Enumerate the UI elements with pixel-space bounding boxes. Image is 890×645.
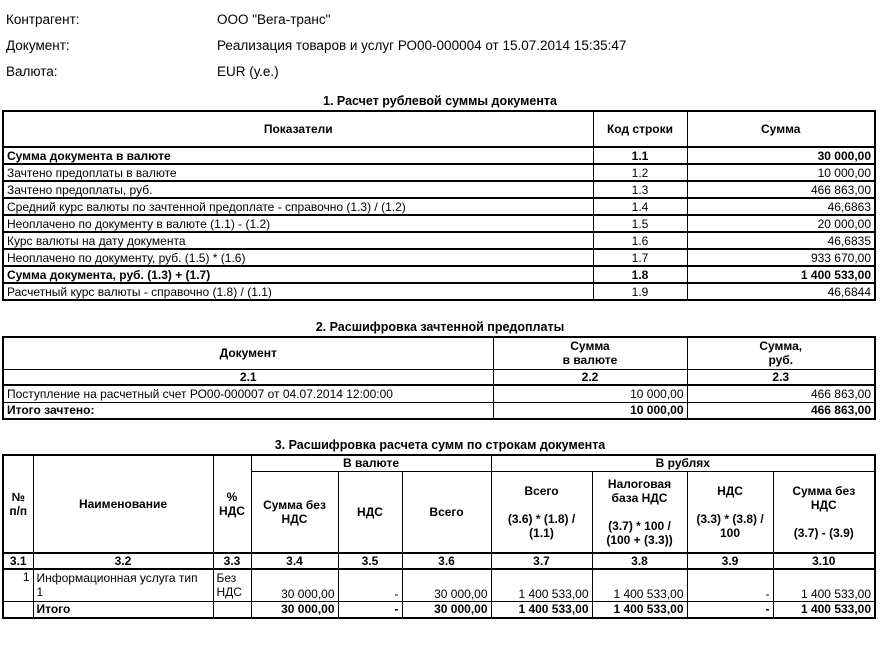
column-number-3-2: 3.2 (33, 553, 213, 569)
column-number-3-6: 3.6 (402, 553, 491, 569)
row-total: 30 000,00 (402, 569, 491, 601)
group-currency: В валюте (251, 455, 491, 471)
indicator-sum: 20 000,00 (687, 215, 875, 232)
col-rub-total (491, 471, 592, 553)
col-sum-novat (251, 471, 338, 553)
row-sum-novat: 30 000,00 (251, 569, 338, 601)
row-name-line1: Информационная услуга тип (36, 571, 198, 586)
col-vat: НДС (338, 471, 402, 553)
indicator-sum: 933 670,00 (687, 249, 875, 266)
num-2-1: 2.1 (3, 369, 493, 385)
section2-table (2, 336, 876, 420)
col-no-line2: п/п (9, 504, 28, 518)
counterparty-label: Контрагент: (6, 12, 80, 27)
row-name-line2: 1 (36, 585, 44, 600)
col-taxbase-formula1: (3.7) * 100 / (608, 518, 671, 533)
row-name (33, 569, 213, 601)
col-rub-total-formula2: (1.1) (529, 525, 554, 540)
col-vat-pct-line2: НДС (219, 504, 245, 518)
indicator-code: 1.6 (593, 232, 687, 249)
group-rub: В рублях (491, 455, 875, 471)
col-rub-vat-title: НДС (717, 483, 743, 498)
indicator-row (3, 215, 875, 232)
total-label: Итого (33, 601, 213, 618)
total-total: 30 000,00 (402, 601, 491, 618)
num-2-2: 2.2 (493, 369, 687, 385)
total-vat: - (338, 601, 402, 618)
col-indicators: Показатели (3, 111, 593, 147)
col-vat-pct-line1: % (226, 490, 238, 504)
row-no: 1 (3, 569, 33, 601)
col-taxbase-line2: база НДС (611, 490, 668, 505)
indicator-sum: 10 000,00 (687, 164, 875, 181)
indicator-name: Средний курс валюты по зачтенной предоплате - справочно (1.3) / (1.2) (3, 198, 593, 215)
section3-title: 3. Расшифровка расчета сумм по строкам документа (274, 438, 606, 452)
total-rub-total: 1 400 533,00 (491, 601, 592, 618)
column-number-3-8: 3.8 (592, 553, 687, 569)
indicator-name: Сумма документа в валюте (3, 147, 593, 164)
indicator-code: 1.1 (593, 147, 687, 164)
indicator-code: 1.5 (593, 215, 687, 232)
indicator-code: 1.8 (593, 266, 687, 283)
column-number-3-5: 3.5 (338, 553, 402, 569)
col-rub-total-title: Всего (524, 483, 559, 498)
row-taxbase: 1 400 533,00 (592, 569, 687, 601)
indicator-code: 1.2 (593, 164, 687, 181)
total-vat-pct (213, 601, 251, 618)
column-number-3-4: 3.4 (251, 553, 338, 569)
section3-table (2, 454, 876, 619)
indicator-row (3, 283, 875, 300)
indicator-name: Неоплачено по документу в валюте (1.1) - (1.2) (3, 215, 593, 232)
indicator-row (3, 181, 875, 198)
indicator-sum: 46,6844 (687, 283, 875, 300)
prepay-total-label: Итого зачтено: (3, 402, 493, 419)
col-document: Документ (3, 337, 493, 369)
row-vat-pct (213, 569, 251, 601)
total-no (3, 601, 33, 618)
col-total: Всего (402, 471, 491, 553)
section1-table (2, 110, 876, 301)
col-vat-pct (213, 455, 251, 553)
col-rub-novat-formula: (3.7) - (3.9) (793, 525, 854, 540)
col-sum-novat-line1: Сумма без (263, 497, 326, 512)
row-rub-novat: 1 400 533,00 (773, 569, 875, 601)
currency-label: Валюта: (6, 64, 58, 79)
currency-value: EUR (у.е.) (217, 64, 279, 79)
indicator-name: Зачтено предоплаты в валюте (3, 164, 593, 181)
prepay-document: Поступление на расчетный счет РО00-000007 от 04.07.2014 12:00:00 (3, 385, 493, 402)
column-number-3-3: 3.3 (213, 553, 251, 569)
col-sum-rub-line1: Сумма, (759, 339, 803, 354)
row-vat: - (338, 569, 402, 601)
col-taxbase-line1: Налоговая (607, 476, 672, 491)
prepay-sum-currency: 10 000,00 (493, 385, 687, 402)
indicator-name: Зачтено предоплаты, руб. (3, 181, 593, 198)
indicator-sum: 1 400 533,00 (687, 266, 875, 283)
indicator-code: 1.9 (593, 283, 687, 300)
prepay-total-rub: 466 863,00 (687, 402, 875, 419)
indicator-code: 1.7 (593, 249, 687, 266)
column-number-3-7: 3.7 (491, 553, 592, 569)
indicator-code: 1.3 (593, 181, 687, 198)
col-code: Код строки (593, 111, 687, 147)
col-rub-novat (773, 471, 875, 553)
column-number-3-9: 3.9 (687, 553, 773, 569)
indicator-row (3, 147, 875, 164)
row-rub-vat: - (687, 569, 773, 601)
column-numbers-row (3, 553, 875, 569)
spacer (596, 505, 684, 519)
col-sum: Сумма (687, 111, 875, 147)
section2-title: 2. Расшифровка зачтенной предоплаты (315, 320, 565, 334)
col-no (3, 455, 33, 553)
col-sum-novat-line2: НДС (281, 511, 308, 526)
total-sum-novat: 30 000,00 (251, 601, 338, 618)
col-taxbase-formula2: (100 + (3.3)) (606, 532, 673, 547)
total-taxbase: 1 400 533,00 (592, 601, 687, 618)
indicator-row (3, 164, 875, 181)
spacer (777, 512, 872, 526)
indicator-code: 1.4 (593, 198, 687, 215)
row-vat-pct-line1: Без (216, 571, 237, 586)
indicator-name: Сумма документа, руб. (1.3) + (1.7) (3, 266, 593, 283)
document-label: Документ: (6, 38, 70, 53)
indicator-row (3, 198, 875, 215)
total-rub-novat: 1 400 533,00 (773, 601, 875, 618)
indicator-row (3, 232, 875, 249)
col-no-line1: № (11, 490, 25, 504)
col-rub-novat-line1: Сумма без (792, 483, 856, 498)
col-rub-vat (687, 471, 773, 553)
counterparty-value: ООО "Вега-транс" (217, 12, 331, 27)
row-vat-pct-line2: НДС (216, 585, 242, 600)
column-number-3-10: 3.10 (773, 553, 875, 569)
col-sum-currency-line1: Сумма (570, 339, 610, 354)
document-value: Реализация товаров и услуг РО00-000004 от 15.07.2014 15:35:47 (217, 38, 627, 53)
col-sum-rub (687, 337, 875, 369)
col-sum-rub-line2: руб. (768, 353, 794, 368)
col-taxbase (592, 471, 687, 553)
col-rub-novat-line2: НДС (810, 497, 837, 512)
col-name: Наименование (33, 455, 213, 553)
indicator-sum: 46,6835 (687, 232, 875, 249)
indicator-row (3, 266, 875, 283)
num-2-3: 2.3 (687, 369, 875, 385)
column-number-3-1: 3.1 (3, 553, 33, 569)
indicator-name: Неоплачено по документу, руб. (1.5) * (1.6) (3, 249, 593, 266)
indicator-name: Курс валюты на дату документа (3, 232, 593, 249)
prepay-sum-rub: 466 863,00 (687, 385, 875, 402)
col-sum-currency-line2: в валюте (562, 353, 618, 368)
col-rub-vat-formula1: (3.3) * (3.8) / (696, 511, 764, 526)
col-sum-currency (493, 337, 687, 369)
section1-title: 1. Расчет рублевой суммы документа (323, 94, 557, 108)
spacer (495, 498, 589, 512)
col-rub-vat-formula2: 100 (720, 525, 741, 540)
row-rub-total: 1 400 533,00 (491, 569, 592, 601)
spacer (691, 498, 770, 512)
indicator-row (3, 249, 875, 266)
indicator-sum: 46,6863 (687, 198, 875, 215)
col-rub-total-formula1: (3.6) * (1.8) / (507, 511, 576, 526)
total-rub-vat: - (687, 601, 773, 618)
prepay-total-currency: 10 000,00 (493, 402, 687, 419)
indicator-sum: 30 000,00 (687, 147, 875, 164)
indicator-name: Расчетный курс валюты - справочно (1.8) / (1.1) (3, 283, 593, 300)
indicator-sum: 466 863,00 (687, 181, 875, 198)
